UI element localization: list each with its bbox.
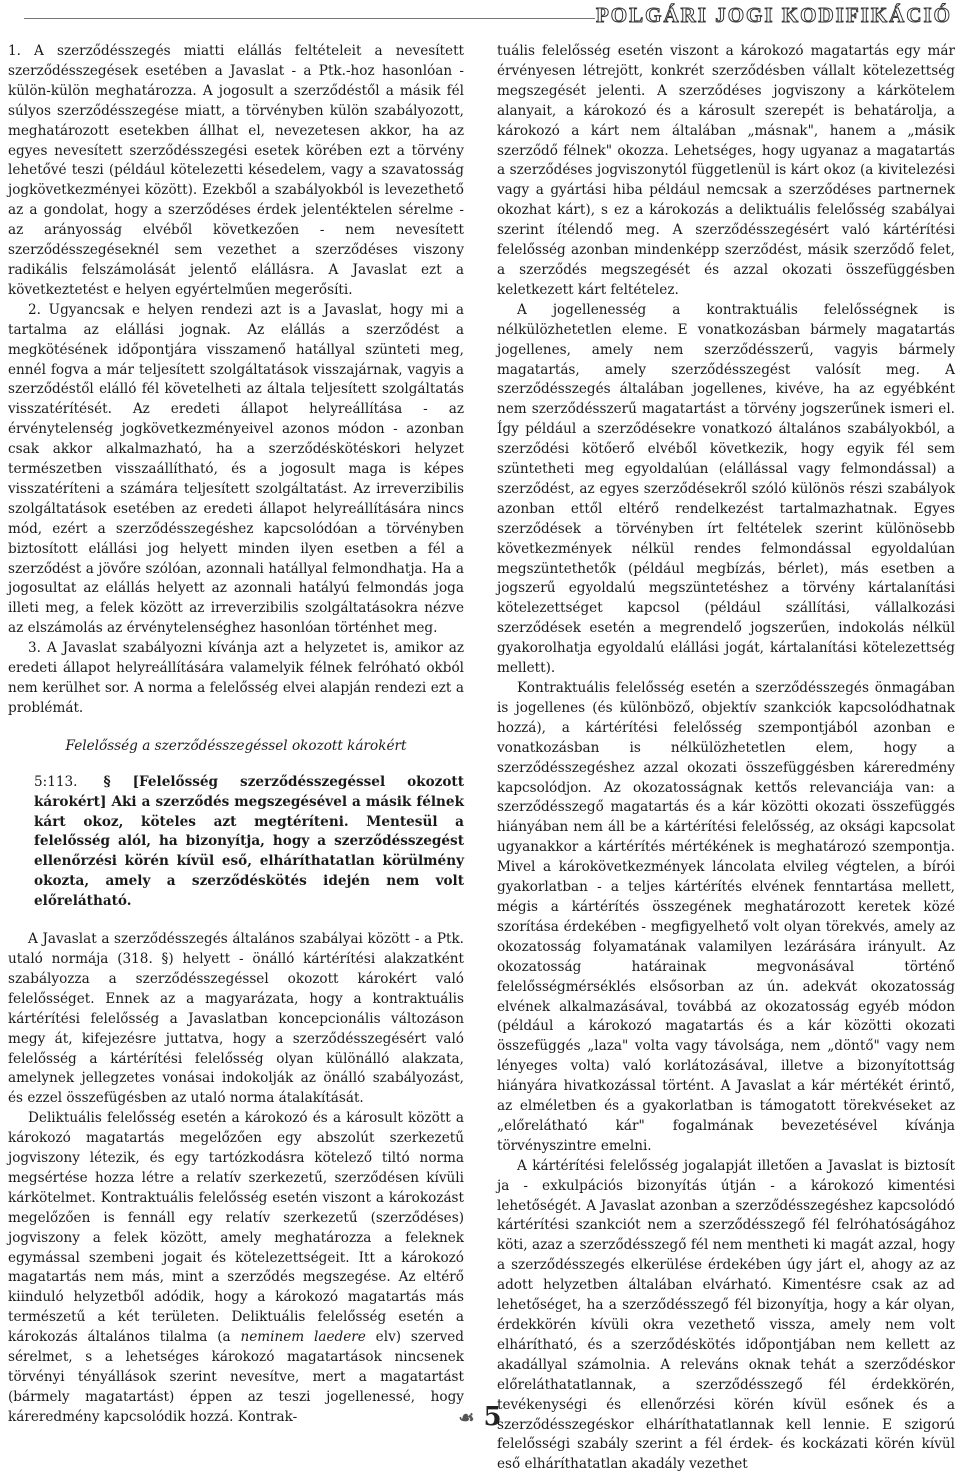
paragraph-okozatossag: Kontraktuális felelősség esetén a szerződésszegés önmagában is jogellenes (és különböző, objektív szankciók kapcsolódhatnak hozzá), a kártérítési felelősség szempontjából azonban e vonatkozásban is nélkülözhetetlen elem, hogy a szerződésszegéshez azzal okozati összefüggésben káreredmény kapcsolódjon. Az okozatosságnak kettős relevanciája van: a szerződésszegő magatartás és a kár közötti okozati összefüggés hiányában nem áll be a kártérítési felelősség, az oksági kapcsolat ugyanakkor a kártérítés mértékének is meghatározó szempontja. Mivel a károkövetkezmények láncolata elvileg végtelen, a bírói gyakorlatban - a teljes kártérítés elvének fenntartása mellett, mégis a kártérítés összegének meghatározott keretek közé szorítása érdekében - megfigyelhető volt olyan törekvés, amely az okozatosság folyamatának valamilyen lezárására irányult. Az okozatosság határainak megvonásával történő felelősségmérséklés elsősorban az ún. adekvát okozatosság elvének alkalmazásával, továbbá az okozatosság egyéb módon (például a károkozó magatartás és a kár közötti okozati összefüggés „laza" volta vagy távolsága, nem „döntő" vagy nem lényeges volta) való korlátozásával, illetve a bizonyítottság hiányára hivatkozással történt. A Javaslat a kár mértékét érintő, az elméletben és a gyakorlatban is támogatott törekvéseket az „előrelátható kár" fogalmának bevezetésével kívánja törvényszintre emelni. <box>497 680 955 1154</box>
paragraph-deliktualis-part-b: elv) szerved sérelmet, s a lehetséges károkozó magatartások nincsenek törvényi tényállások szerint nevesítve, mert a magatartást (bármely magatartást) éppen az teszi jogellenessé, hogy káreredmény kapcsolódik hozzá. Kontrak- <box>8 1329 464 1425</box>
paragraph-jogellenesseg: A jogellenesség a kontraktuális felelősségnek is nélkülözhetetlen eleme. E vonatkozásban bármely magatartás jogellenes, amely nem szerződésszerű, vagyis bármely magatartás, amely szerződésszegést valósít meg. A szerződésszegés általában jogellenes, kivéve, ha az egyébként nem szerződésszerű magatartást a törvény jogszerűnek ismeri el. Így például a szerződésekre vonatkozó általános szabályokból, a szerződési kötőerő elvéből következik, hogy egyik fél sem szüntetheti meg egyoldalúan (elállással vagy felmondással) a szerződést, az egyes szerződésekről szóló különös részi szabályok azonban ettől eltérő rendelkezést tartalmazhatnak. Egyes szerződések a törvényben írt feltételek szerint különösebb következmények nélkül rendes felmondással egyoldalúan megszüntethetők (például megbízás, bérlet), más esetben a jogszerű egyoldalú megszüntetéshez a törvény kártalanítási kötelezettséget kapcsol (például szállítási, vállalkozási szerződések esetén a megrendelő jogszerűen, indokolás nélkül gyakorolhatja egyoldalú elállási jogát, kártalanítási kötelezettség mellett). <box>497 301 955 677</box>
running-header: POLGÁRI JOGI KODIFIKÁCIÓ <box>595 3 952 27</box>
article-text: § [Felelősség szerződésszegéssel okozott károkért] Aki a szerződés megszegésével a másik félnek kárt okoz, köteles azt megtéríteni. Mentesül a felelősség alól, ha bizonyítja, hogy a szerződésszegést ellenőrzési körén kívül eső, elháríthatatlan körülmény okozta, amely a szerződéskötés idején nem volt előrelátható. <box>34 773 464 910</box>
page-footer <box>0 1402 960 1432</box>
paragraph-elallas-3: 3. A Javaslat szabályozni kívánja azt a helyzetet is, amikor az eredeti állapot helyreállítására valamelyik félnek felróható okból nem kerülhet sor. A norma a felelősség elvei alapján rendezi ezt a problémát. <box>8 640 464 716</box>
paragraph-kimentes: A kártérítési felelősség jogalapját illetően a Javaslat is biztosít ja - exkulpációs bizonyítás útján - a károkozó kimentési lehetőségét. A Javaslat azonban a szerződésszegéshez kapcsolódó kártérítési szankciót nem a szerződésszegő fél felróhatóságához köti, azaz a szerződésszegő fél nem mentheti ki magát azzal, hogy a szerződésszegés elkerülése érdekében úgy járt el, ahogy az az adott helyzetben általában elvárható. Kimentésre csak az ad lehetőséget, ha a szerződésszegő fél bizonyítja, hogy a kár olyan, érdekkörén kívüli okra vezethető vissza, amely nem volt elhárítható, és a szerződéskötés időpontjában nem kellett az akadállyal számolnia. A releváns oknak tehát a szerződéskor előreláthatatlannak, a szerződésszegő fél érdekkörén, tevékenységi és ellenőrzési körén kívül esőnek és a szerződésszegéskor elháríthatatlannak kell lennie. E szigorú felelősségi szabály szerint a fél érdek- és kockázati körén kívül eső elháríthatatlan akadály vezethet <box>497 1157 955 1473</box>
paragraph-elallas-1: 1. A szerződésszegés miatti elállás feltételeit a nevesített szerződésszegések esetében a Javaslat - a Ptk.-hoz hasonlóan - külön-külön meghatározza. A jogosult a szerződéstől a másik fél súlyos szerződésszegése miatt, a törvényben külön szabályozott, meghatározott esetekben állhat el, nevezetesen akkor, ha az egyes nevesített szerződésszegési esetek körében ezt a törvény lehetővé teszi (például kötelezetti késedelem, vagy a szavatosság jogkövetkezményei között). Ezekből a szabályokból is levezethető az a gondolat, hogy a szerződéses érdek jelentéktelen sérelme - az arányosság elvéből következően - nem nevesített szerződésszegéseknél sem vezethet a szerződéses viszony radikális felszámolását jelentő elállásra. A Javaslat ezt a következtetést e helyen egyértelműen megerősíti. <box>8 43 464 298</box>
paragraph-deliktualis-part-a: Deliktuális felelősség esetén a károkozó és a károsult között a károkozó magatartás megelőzően egy abszolút szerkezetű jogviszony létezik, és egy tartózkodásra kötelező tiltó norma megsértése hozza létre a relatív szerkezetű, szerződésen kívüli kárkötelmet. Kontraktuális felelősség esetén viszont a károkozást megelőzően is fennáll egy relatív szerkezetű (szerződéses) jogviszony a felek között, amely meghatározza a feleknek egymással szembeni jogait és kötelezettségeit. Itt a károkozó magatartás nem más, mint a szerződés megszegése. Az eltérő kiinduló helyzetből adódik, hogy a károkozó magatartás más természetű a két területen. Deliktuális felelősség esetén a károkozás általános tilalma (a <box>8 1110 464 1346</box>
page-number: 5 <box>483 1402 502 1432</box>
right-column <box>497 42 955 1475</box>
header-rule <box>24 18 595 19</box>
article-5-113 <box>8 773 464 912</box>
paragraph-deliktualis <box>8 1109 464 1428</box>
latin-phrase: neminem laedere <box>240 1329 366 1346</box>
paragraph-elallas-2: 2. Ugyancsak e helyen rendezi azt is a Javaslat, hogy mi a tartalma az elállási jognak. Az elállás a szerződést a megkötésének időpontjára visszamenő hatállyal szünteti meg, ennél fogva a már teljesített szolgáltatások visszajárnak, vagyis a szerződéstől elálló fél követelheti az általa teljesített szolgáltatás visszatérítését. Az eredeti állapot helyreállítása - az érvénytelenség jogkövetkezményeivel azonos módon - azonban csak akkor alkalmazható, ha a szerződéskötéskori helyzet természetben visszaállítható, és a jogosult maga is képes visszatéríteni a számára teljesített szolgáltatást. Az irreverzibilis szolgáltatások esetében az eredeti állapot helyreállítására nincs mód, ezért a szerződésszegéshez kapcsolódóan a törvényben biztosított elállási jog helyett minden ilyen esetben a fél a szerződést a jövőre szólóan, azonnali hatállyal felmondhatja. Ha a jogosultat az elállás helyett az azonnali hatályú felmondás joga illeti meg, a felek között az irreverzibilis szolgáltatásokra nézve az elszámolás az érvénytelenséghez hasonlóan történhet meg. <box>8 301 464 637</box>
paragraph-indokolas-1: A Javaslat a szerződésszegés általános szabályai között - a Ptk. utaló normája (318. §) helyett - önálló kártérítési alakzatként szabályozza a szerződésszegéssel okozott károkért való felelősséget. Ennek az a magyarázata, hogy a kontraktuális kártérítési felelősség a Javaslatban koncepcionális változáson megy át, kifejezésre juttatva, hogy a szerződésszegésért való felelősség a kártérítési felelősség olyan különálló alakzata, amelynek jellegzetes vonásai indokolják az önálló szabályozást, és ezzel összefügésben az utaló norma átalakítását. <box>8 931 464 1107</box>
left-column <box>8 42 464 1428</box>
article-number: 5:113. <box>34 773 78 790</box>
section-title: Felelősség a szerződésszegéssel okozott károkért <box>65 737 407 754</box>
ornament-icon: ☙ <box>458 1407 475 1429</box>
spacer <box>8 912 464 930</box>
paragraph-kontraktualis-1: tuális felelősség esetén viszont a károkozó magatartás egy már érvényesen létrejött, konkrét szerződésben vállalt kötelezettség megszegését jelenti. A szerződéses jogviszony a kárkötelem alanyait, a károkozó és a károsult szerepét is behatárolja, a károkozó a kárt nem általában „másnak", hanem a „másik szerződő félnek" okozza. Lehetséges, hogy ugyanaz a magatartás a szerződéses jogviszonytól függetlenül is kárt okoz (a kivitelezési vagy a gyártási hiba például nemcsak a szerződéses partnernek okozhat kárt), s ez a károkozás a deliktuális felelősség szabályai szerint ítélendő meg. A szerződésszegésért való kártérítési felelősség azonban mindenképp szerződést, másik szerződő felet, a szerződés megszegését és azzal okozati összefüggésben keletkezett kárt feltételez. <box>497 43 955 298</box>
